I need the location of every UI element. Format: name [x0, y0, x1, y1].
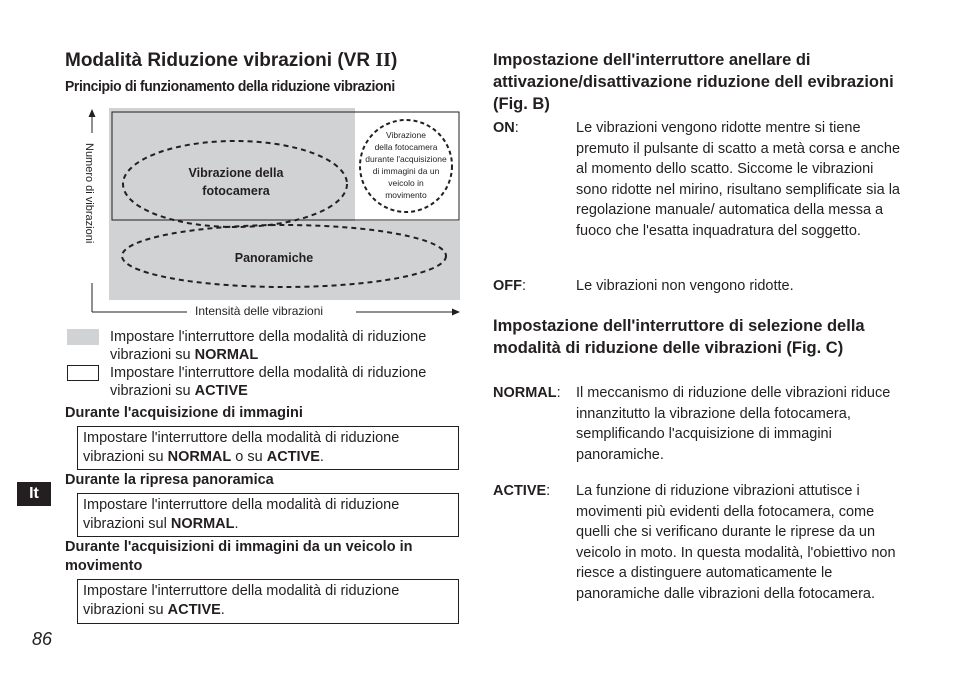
vehicle-text-a: Impostare l'interruttore della modalità di riduzione vibrazioni su	[83, 583, 400, 618]
panning-bold-a: NORMAL	[170, 516, 235, 532]
legend-swatch-gray	[67, 329, 99, 345]
still-bold-a: NORMAL	[167, 449, 232, 465]
legend-active-bold: ACTIVE	[194, 383, 248, 399]
def-normal: Il meccanismo di riduzione delle vibrazioni riduce innanzitutto la vibrazione della fotocamera, semplificando l'acquisizione di immagini panoramiche.	[576, 385, 891, 463]
legend-item-active	[67, 364, 462, 400]
panning-label: Panoramiche	[234, 251, 314, 265]
still-text-b: o su	[231, 449, 267, 465]
panning-text-c: .	[234, 516, 239, 532]
y-axis-label: Numero di vibrazioni	[83, 143, 95, 244]
vehicle-label-line-6: movimento	[385, 190, 427, 200]
page-title-suffix: )	[390, 50, 398, 71]
still-text-a: Impostare l'interruttore della modalità di riduzione vibrazioni su	[83, 430, 400, 465]
section-heading-mode-switch: Impostazione dell'interruttore di selezione della modalità di riduzione delle vibrazioni (Fig. C)	[493, 317, 865, 357]
section-box-vehicle	[77, 579, 459, 624]
legend-text-normal	[110, 328, 460, 364]
vehicle-label-line-5: veicolo in	[388, 178, 424, 188]
x-axis-arrowhead	[452, 309, 460, 316]
vehicle-bold-a: ACTIVE	[167, 602, 221, 618]
camera-vibration-label-2: fotocamera	[202, 184, 270, 198]
page-title-text: Modalità Riduzione vibrazioni (VR	[65, 50, 376, 71]
section-heading-panning: Durante la ripresa panoramica	[65, 472, 274, 488]
vehicle-label-line-2: della fotocamera	[374, 142, 438, 152]
camera-vibration-label-1: Vibrazione della	[188, 166, 284, 180]
y-axis-arrowhead	[89, 109, 96, 117]
legend-text-active	[110, 364, 460, 400]
section-heading-vehicle: Durante l'acquisizioni di immagini da un veicolo in movimento	[65, 539, 413, 574]
legend-normal-text: Impostare l'interruttore della modalità di riduzione vibrazioni su	[110, 329, 427, 363]
term-active-label: ACTIVE	[493, 483, 547, 499]
page-title-roman: II	[375, 49, 391, 71]
vibration-diagram	[62, 103, 464, 323]
term-on: ON:	[493, 120, 519, 136]
legend-normal-bold: NORMAL	[194, 347, 259, 363]
x-axis-label: Intensità delle vibrazioni	[195, 304, 324, 318]
panning-text-a: Impostare l'interruttore della modalità di riduzione vibrazioni sul	[83, 497, 400, 532]
legend-item-normal	[67, 328, 462, 364]
section-heading-ring-switch: Impostazione dell'interruttore anellare di attivazione/disattivazione riduzione dell evibrazioni (Fig. B)	[493, 51, 894, 113]
term-normal-label: NORMAL	[493, 385, 557, 401]
def-active: La funzione di riduzione vibrazioni attutisce i movimenti più evidenti della fotocamera, come quelli che si verificano durante le riprese da un veicolo in moto. In questa modalità, l'obiettivo non riesce a distinguere automaticamente le panoramiche dalle vibrazioni della fotocamera.	[576, 483, 896, 602]
legend-swatch-white	[67, 365, 99, 381]
section-heading-still: Durante l'acquisizione di immagini	[65, 405, 303, 421]
vehicle-label-line-4: di immagini da un	[372, 166, 440, 176]
term-off: OFF:	[493, 278, 527, 294]
subtitle: Principio di funzionamento della riduzione vibrazioni	[65, 78, 395, 95]
page-title	[65, 49, 397, 72]
still-bold-b: ACTIVE	[266, 449, 320, 465]
term-active: ACTIVE:	[493, 483, 551, 499]
still-text-c: .	[319, 449, 324, 465]
vehicle-text-c: .	[220, 602, 225, 618]
legend-active-text: Impostare l'interruttore della modalità di riduzione vibrazioni su	[110, 365, 427, 399]
def-on: Le vibrazioni vengono ridotte mentre si tiene premuto il pulsante di scatto a metà corsa e anche al momento dello scatto. Siccome le vibrazioni sono ridotte nel mirino, risultano semplificate sia la regolazione manuale/ automatica della messa a fuoco che l'esatta inquadratura del soggetto.	[576, 120, 901, 239]
vehicle-label-line-1: Vibrazione	[385, 130, 427, 140]
term-on-label: ON	[493, 120, 515, 136]
def-off: Le vibrazioni non vengono ridotte.	[576, 278, 794, 294]
term-off-label: OFF	[493, 278, 522, 294]
page-number: 86	[32, 629, 53, 649]
section-box-still	[77, 426, 459, 470]
term-normal: NORMAL:	[493, 385, 561, 401]
vehicle-label-line-3: durante l'acquisizione	[365, 154, 447, 164]
section-box-panning	[77, 493, 459, 537]
language-tab: It	[17, 482, 51, 506]
normal-region-top	[109, 108, 355, 221]
